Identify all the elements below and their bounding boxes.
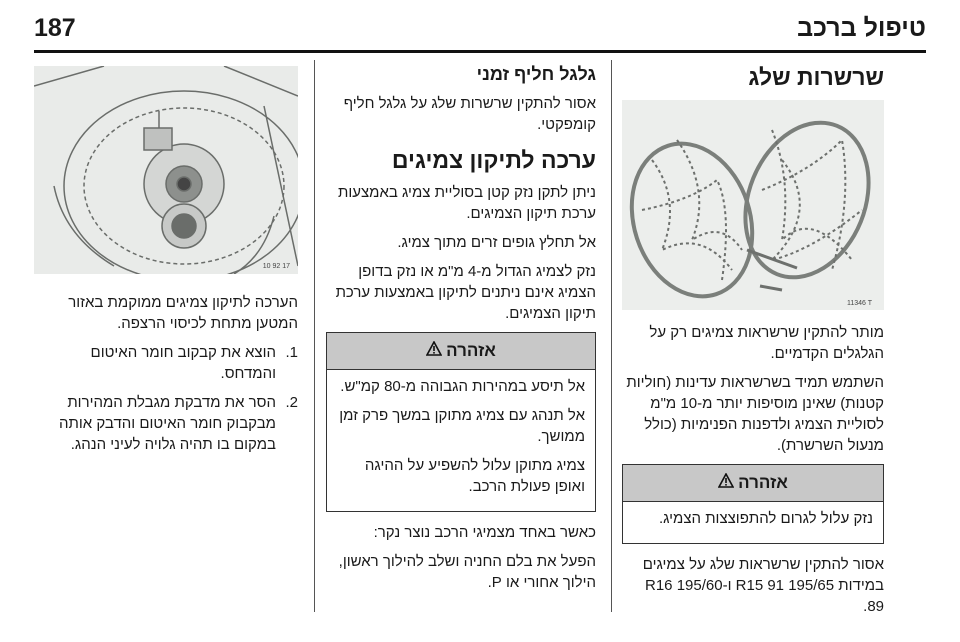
kit-location-text: הערכה לתיקון צמיגים ממוקמת באזור המטען מתחת לכיסוי הרצפה.	[68, 294, 298, 332]
warning-duration-text: אל תנהג עם צמיג מתוקן במשך פרק זמן ממושך.	[339, 407, 585, 445]
snow-chain-illustration	[622, 100, 884, 310]
list-item	[34, 342, 298, 384]
warning-speed-text: אל תיסע במהירות הגבוהה מ-80 קמ"ש.	[340, 378, 585, 395]
kit-steps-list	[34, 342, 298, 455]
right-column	[622, 64, 884, 99]
warning-label: אזהרה	[446, 341, 496, 360]
tyre-repair-kit-title: ערכה לתיקון צמיגים	[391, 147, 596, 173]
repair-kit-text-3: נזק לצמיג הגדול מ-4 מ"מ או נזק בדופן הצמיג אינם ניתנים לתיקון באמצעות ערכת תיקון הצמיגים.	[335, 263, 596, 322]
repair-kit-text-1: ניתן לתקן נזק קטן בסוליית צמיג באמצעות ערכת תיקון הצמיגים.	[337, 184, 596, 222]
step-text: הוצא את קבקוב חומר האיטום והמדחס.	[90, 344, 276, 382]
column-divider-left	[314, 60, 315, 612]
warning-handling-text: צמיג מתוקן עלול להשפיע על ההיגה ואופן פעולת הרכב.	[364, 457, 585, 495]
temporary-spare-heading: גלגל חליף זמני	[476, 64, 596, 84]
warning-triangle-icon	[426, 341, 442, 361]
column-divider-right	[611, 60, 612, 612]
warning-triangle-icon	[718, 473, 734, 493]
warning-box-repair	[326, 332, 596, 512]
right-column-body	[622, 322, 884, 625]
page-number: 187	[34, 14, 76, 42]
warning-header	[327, 333, 595, 370]
left-column-body	[34, 292, 298, 463]
header-rule	[34, 50, 926, 53]
middle-column	[326, 64, 596, 601]
image-code: 10 92 17	[262, 263, 290, 270]
repair-kit-location-image	[34, 66, 298, 274]
section-title: טיפול ברכב	[797, 14, 926, 42]
repair-kit-text-2: אל תחלץ גופים זרים מתוך צמיג.	[397, 234, 596, 251]
warning-text: נזק עלול לגרום להתפוצצות הצמיג.	[658, 510, 873, 527]
chains-prohibited-sizes-text: אסור להתקין שרשראות שלג על צמיגים במידות 195/65 R15 91 ו-195/60 R16 89.	[642, 556, 884, 615]
parking-brake-text: הפעל את בלם החניה ושלב להילוך ראשון, הילוך אחורי או P.	[338, 553, 596, 591]
warning-header	[623, 465, 883, 502]
trunk-floor-illustration	[34, 66, 298, 274]
warning-box-chains	[622, 464, 884, 544]
step-text: הסר את מדבקת מגבלת המהירות מבקבוק חומר האיטום והדבק אותה במקום בו תהיה גלויה לעיני הנהג.	[59, 394, 276, 453]
warning-label: אזהרה	[738, 473, 788, 492]
snow-chains-title: שרשרות שלג	[748, 64, 884, 90]
puncture-intro-text: כאשר באחד מצמיגי הרכב נוצר נקר:	[373, 524, 596, 541]
image-code: 11346 T	[846, 300, 872, 307]
step-number: 1.	[285, 344, 298, 361]
temporary-spare-text: אסור להתקין שרשרות שלג על גלגל חליף קומפקטי.	[343, 95, 596, 133]
chains-front-wheels-text: מותר להתקין שרשראות צמיגים רק על הגלגלים הקדמיים.	[649, 324, 884, 362]
step-number: 2.	[285, 394, 298, 411]
list-item	[34, 392, 298, 455]
chains-fine-link-text: השתמש תמיד בשרשראות עדינות (חוליות קטנות) שאינן מוסיפות יותר מ-10 מ"מ לסוליית הצמיג ולדפנות הפנימיות (כולל מנעול השרשרת).	[626, 374, 884, 454]
snow-chain-image	[622, 100, 884, 310]
